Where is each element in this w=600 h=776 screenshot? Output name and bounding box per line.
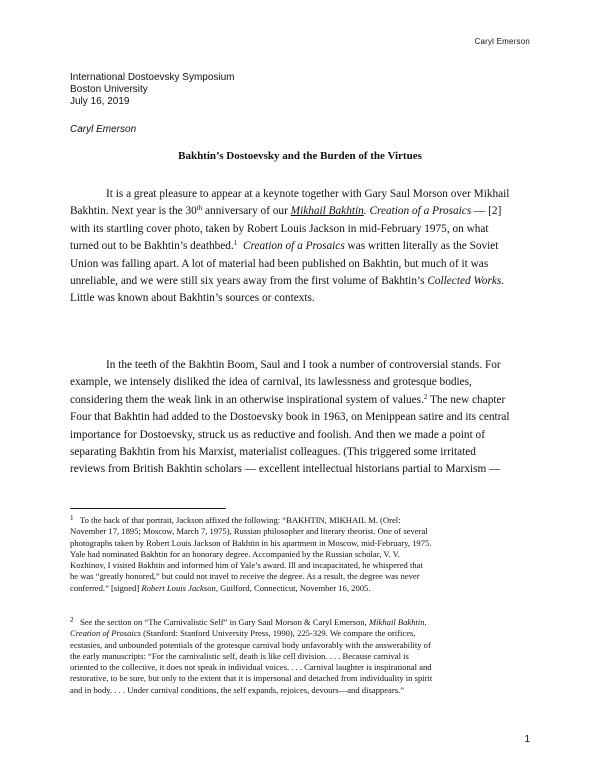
text-line: In the teeth of the Bakhtin Boom, Saul and I took a number of controversial stands. For: [106, 359, 501, 371]
text-line: ecstasies, and unbounded potentials of the grotesque carnival body unfavorably with the answerability of: [70, 639, 431, 650]
book-title: Mikhail Bakhtin.: [368, 617, 427, 627]
document-header: [70, 72, 235, 108]
body-paragraph-1: [70, 186, 534, 308]
text-run: .: [363, 205, 370, 218]
text-run: — [2]: [471, 205, 502, 218]
book-title: Collected Works: [427, 274, 502, 287]
text-line: Yale had nominated Bakhtin for an honorary degree. Accompanied by the Russian scholar, V. V.: [70, 548, 400, 559]
text-line: [70, 238, 534, 255]
book-title: Creation of Prosaics: [70, 628, 141, 639]
header-institution: Boston University: [70, 84, 148, 95]
text-run: (Stanford: Stanford University Press, 1990), 225-329. We compare the orifices,: [140, 628, 416, 639]
text-line: [70, 628, 534, 639]
footnote-reference[interactable]: 1: [233, 239, 238, 248]
text-run: conferred.” [signed]: [70, 582, 142, 593]
body-paragraph-2: [70, 357, 534, 479]
footnote-2: [70, 617, 534, 696]
text-run: turned out to be Bakhtin’s deathbed.: [70, 240, 234, 253]
footnote-reference[interactable]: 2: [423, 392, 428, 401]
footnote-number: 2: [70, 616, 74, 624]
text-line: [70, 203, 534, 220]
superscript: th: [196, 204, 203, 213]
text-line: November 17, 1895; Moscow, March 7, 1975), Russian philosopher and literary theorist. One of several: [70, 526, 428, 537]
text-line: Little was known about Bakhtin’s sources or contexts.: [70, 292, 315, 305]
text-line: [70, 583, 534, 594]
text-line: It is a great pleasure to appear at a keynote together with Gary Saul Morson over Mikhail: [106, 188, 510, 200]
footnote-number: 1: [70, 514, 74, 522]
text-line: and in body. . . . Under carnival conditions, the self expands, rejoices, devours—and disappears.”: [70, 684, 405, 695]
book-title: Mikhail Bakhtin: [290, 205, 364, 218]
text-line: [70, 273, 534, 290]
running-head: Caryl Emerson: [474, 37, 530, 46]
text-run: See the section on “The Carnivalistic Self” in Gary Saul Morson & Caryl Emerson,: [79, 617, 369, 627]
text-line: [70, 617, 534, 628]
footnote-separator: [70, 508, 226, 509]
text-run: To the back of that portrait, Jackson affixed the following: “BAKHTIN, MIKHAIL M. (Orel:: [79, 515, 401, 525]
document-title: Bakhtin’s Dostoevsky and the Burden of the Virtues: [178, 150, 422, 162]
text-run: Guilford, Connecticut, November 16, 2005.: [217, 582, 371, 593]
text-run: Bakhtin. Next year is the 30: [70, 205, 197, 218]
text-line: photographs taken by Robert Louis Jackson of Bakhtin in his apartment in Moscow, mid-February, 1975.: [70, 537, 432, 548]
text-run: The new chapter: [427, 393, 506, 406]
text-line: he was “greatly honored,” but could not travel to receive the degree. As a result, the degree was never: [70, 571, 420, 582]
text-line: example, we intensely disliked the idea of carnival, its lawlessness and grotesque bodies,: [70, 376, 472, 389]
text-run: was written literally as the Soviet: [344, 240, 499, 253]
text-line: oriented to the collective, it does not speak in individual voices. . . . Carnival laughter is inspirational and: [70, 662, 432, 673]
text-line: [70, 515, 534, 526]
book-title: Creation of a Prosaics: [242, 240, 345, 253]
book-title: Creation of a Prosaics: [369, 205, 472, 218]
text-line: importance for Dostoevsky, struck us as reductive and foolish. And then we made a point of: [70, 428, 485, 441]
text-line: separating Bakhtin from his Marxist, materialist colleagues. (This triggered some irritated: [70, 445, 476, 458]
footnote-1: [70, 515, 534, 594]
text-run: anniversary of our: [202, 205, 291, 218]
signature-name: Robert Louis Jackson,: [141, 582, 218, 593]
author-name: Caryl Emerson: [70, 124, 137, 135]
header-event: International Dostoevsky Symposium: [70, 72, 235, 83]
text-line: Four that Bakhtin had added to the Dostoevsky book in 1963, on Menippean satire and its central: [70, 411, 510, 424]
text-run: considering them the weak link in an otherwise inspirational system of values.: [70, 393, 424, 406]
text-line: [70, 392, 534, 409]
page-number: 1: [524, 734, 530, 745]
text-line: Union was falling apart. A lot of material had been published on Bakhtin, but much of it was: [70, 257, 489, 270]
header-date: July 16, 2019: [70, 96, 130, 107]
text-line: reviews from British Bakhtin scholars — excellent intellectual historians partial to Marxism —: [70, 463, 501, 476]
text-line: Kozhinov, I visited Bakhtin and informed him of Yale’s award. Ill and incapacitated, he whispered that: [70, 560, 423, 571]
text-line: the early manuscripts: “For the carnivalistic self, death is like cell division. . . . Because carnival is: [70, 650, 409, 661]
text-run: unreliable, and we were still six years away from the first volume of Bakhtin’s: [70, 274, 428, 287]
text-line: restorative, to be sure, but only to the extent that it is impersonal and detached from individuality in spirit: [70, 673, 433, 684]
text-run: .: [501, 274, 505, 287]
text-line: with its startling cover photo, taken by Robert Louis Jackson in mid-February 1975, on what: [70, 222, 489, 235]
